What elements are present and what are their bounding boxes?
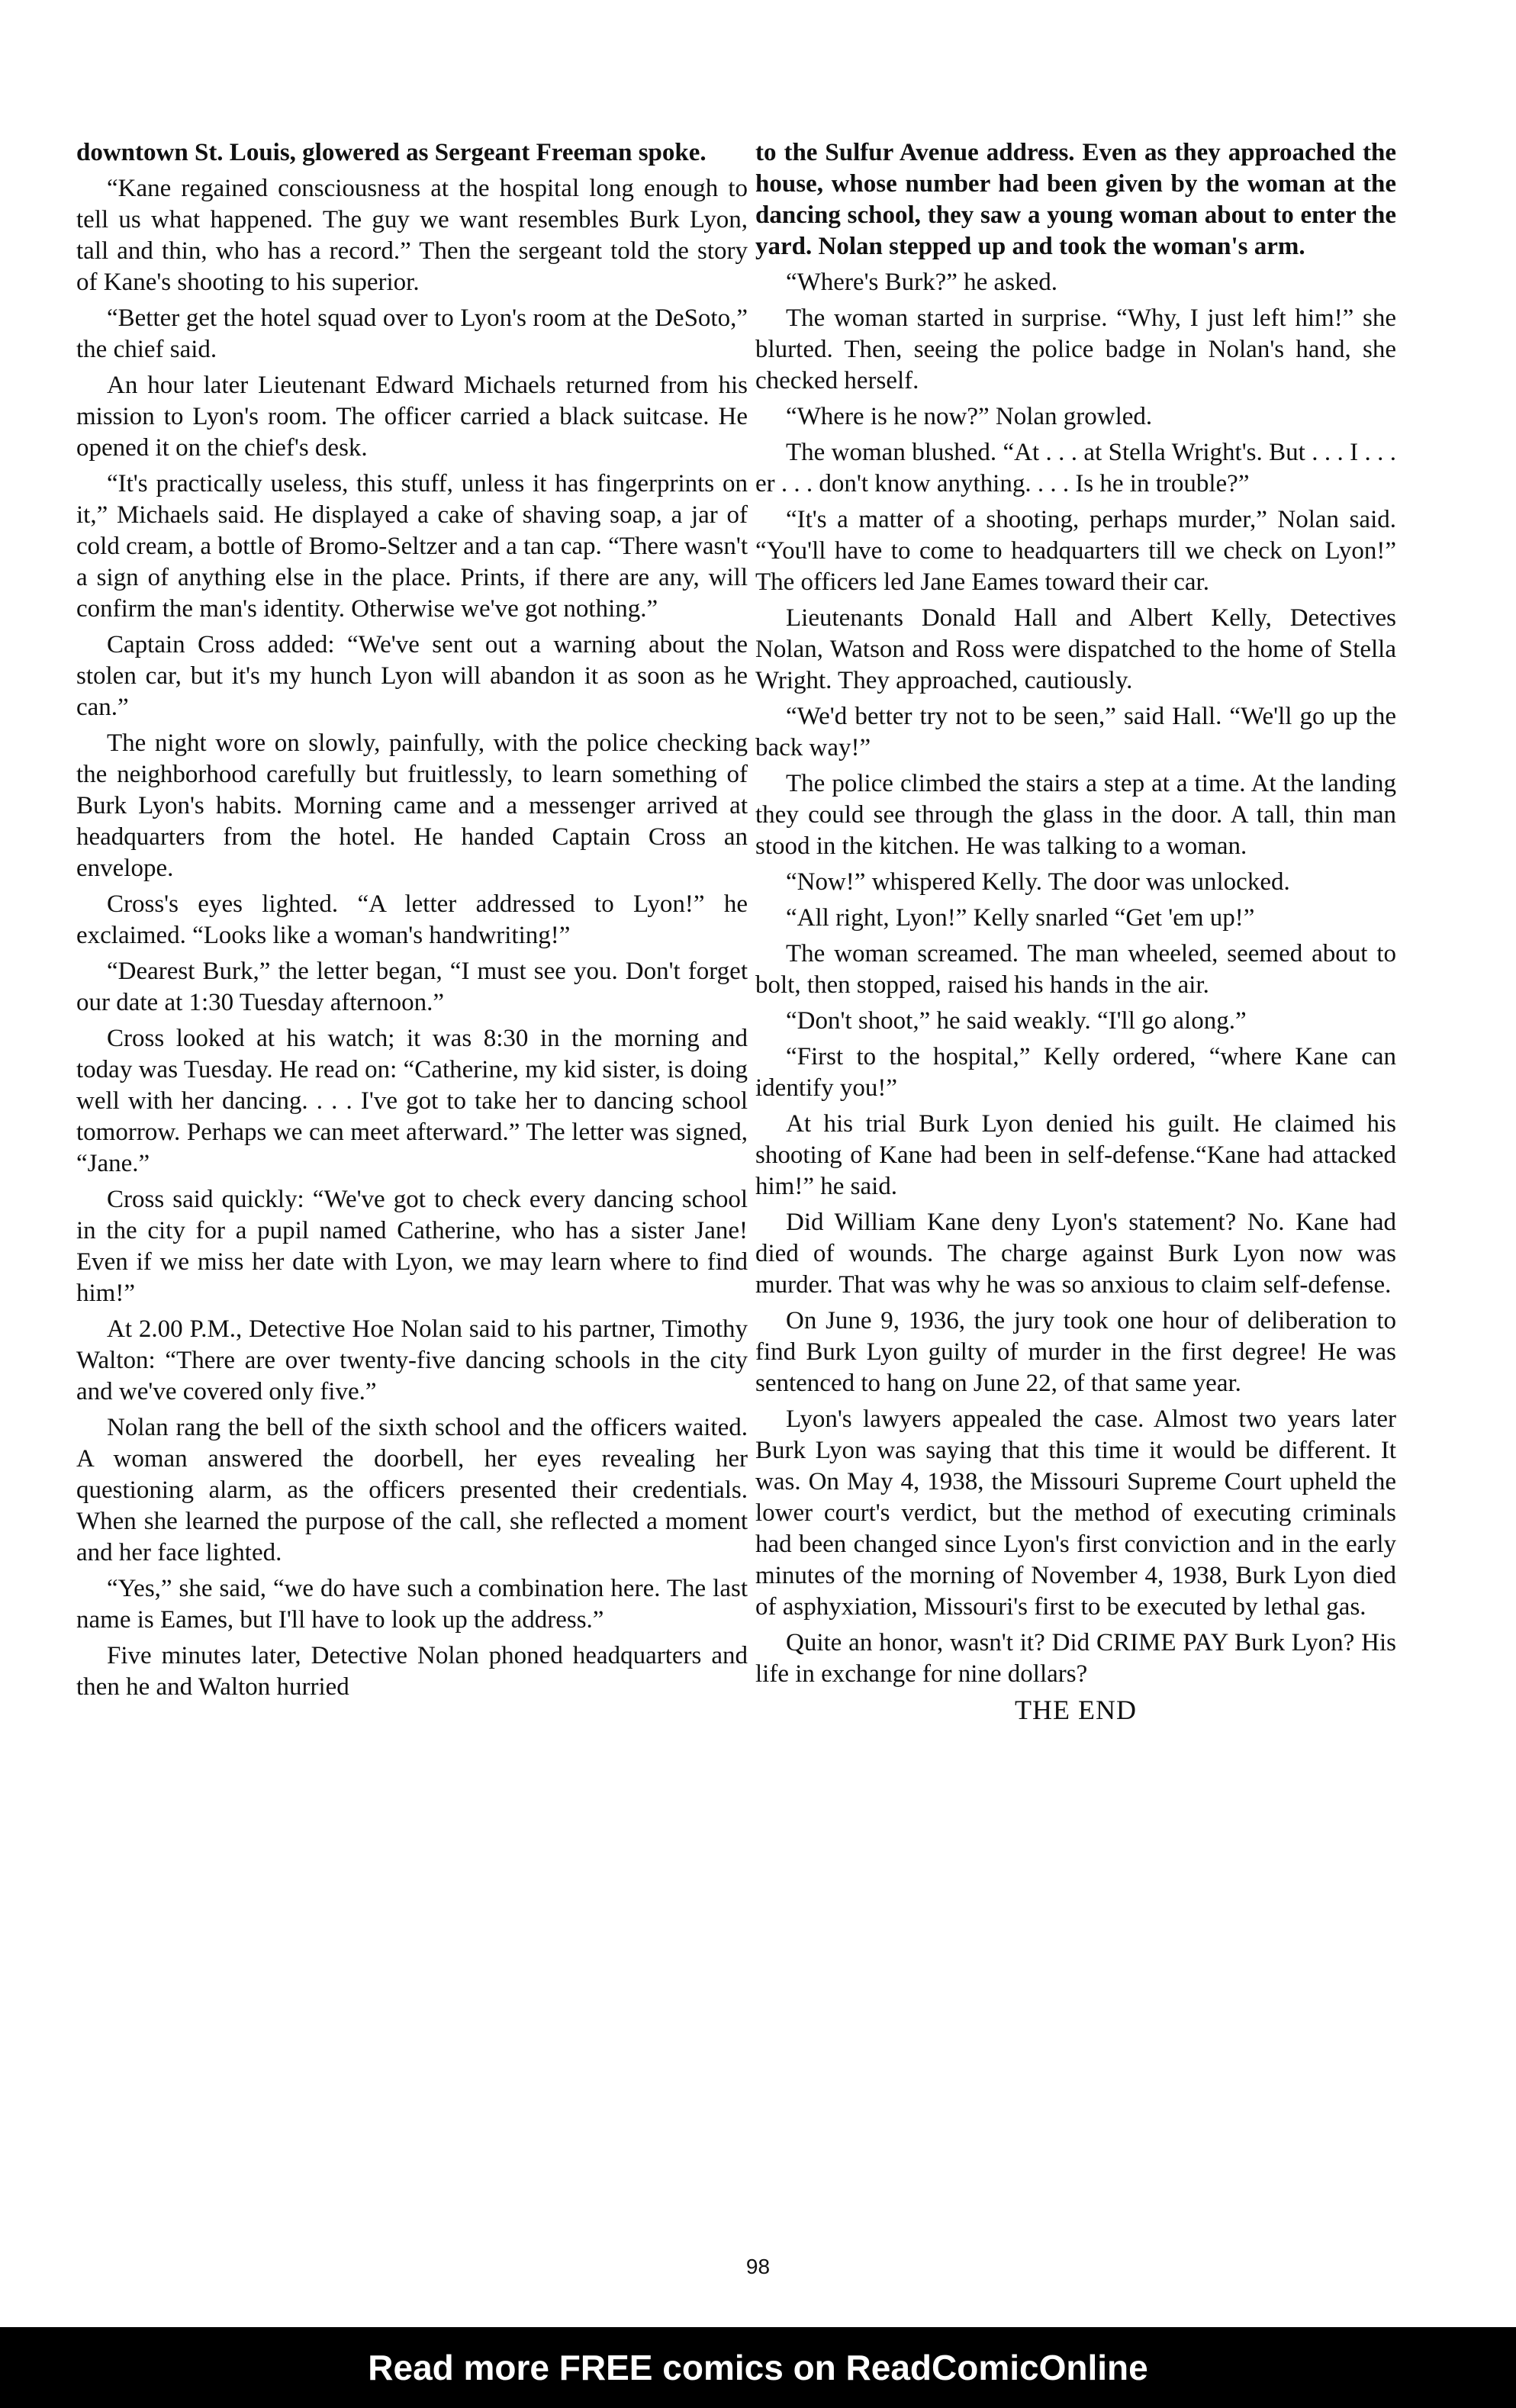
paragraph: “Better get the hotel squad over to Lyon's room at the DeSoto,” the chief said. bbox=[76, 304, 748, 363]
paragraph: Lieutenants Donald Hall and Albert Kelly, Detectives Nolan, Watson and Ross were dispatched to the home of Stella Wright. They approached, cautiously. bbox=[755, 604, 1396, 694]
paragraph: The woman blushed. “At . . . at Stella Wright's. But . . . I . . . er . . . don't know anything. . . . Is he in trouble?” bbox=[755, 439, 1396, 497]
promo-banner-text: Read more FREE comics on ReadComicOnline bbox=[368, 2348, 1148, 2387]
paragraph: Cross said quickly: “We've got to check every dancing school in the city for a pupil named Catherine, who has a sister Jane! Even if we miss her date with Lyon, we may learn where to find him!” bbox=[76, 1186, 748, 1307]
page-number: 98 bbox=[745, 2255, 771, 2278]
paragraph: downtown St. Louis, glowered as Sergeant Freeman spoke. bbox=[76, 139, 707, 166]
paragraph: The woman started in surprise. “Why, I just left him!” she blurted. Then, seeing the police badge in Nolan's hand, she checked herself. bbox=[755, 304, 1396, 394]
paragraph: “Dearest Burk,” the letter began, “I must see you. Don't forget our date at 1:30 Tuesday afternoon.” bbox=[76, 958, 748, 1016]
paragraph: “Yes,” she said, “we do have such a combination here. The last name is Eames, but I'll have to look up the address.” bbox=[76, 1575, 748, 1634]
paragraph: “Don't shoot,” he said weakly. “I'll go along.” bbox=[786, 1007, 1247, 1035]
promo-banner-link[interactable] bbox=[0, 2327, 1516, 2408]
paragraph: to the Sulfur Avenue address. Even as they approached the house, whose number had been given by the woman at the dancing school, they saw a young woman about to enter the yard. Nolan stepped up and took the woman's arm. bbox=[755, 139, 1396, 260]
paragraph: The night wore on slowly, painfully, with the police checking the neighborhood carefully but fruitlessly, to learn something of Burk Lyon's habits. Morning came and a messenger arrived at headquarters from the hotel. He handed Captain Cross an envelope. bbox=[76, 729, 748, 882]
paragraph: Lyon's lawyers appealed the case. Almost two years later Burk Lyon was saying that this time it would be different. It was. On May 4, 1938, the Missouri Supreme Court upheld the lower court's verdict, but the method of executing criminals had been changed since Lyon's first conviction and in the early minutes of the morning of November 4, 1938, Burk Lyon died of asphyxiation, Missouri's first to be executed by lethal gas. bbox=[755, 1405, 1396, 1621]
paragraph: Quite an honor, wasn't it? Did CRIME PAY Burk Lyon? His life in exchange for nine dollars? bbox=[755, 1629, 1396, 1688]
the-end-title: THE END bbox=[1015, 1695, 1137, 1725]
paragraph: At his trial Burk Lyon denied his guilt. He claimed his shooting of Kane had been in self-defense.“Kane had attacked him!” he said. bbox=[755, 1110, 1396, 1200]
left-text-column bbox=[76, 137, 748, 1708]
paragraph: “All right, Lyon!” Kelly snarled “Get 'em up!” bbox=[786, 904, 1255, 932]
paragraph: “Where's Burk?” he asked. bbox=[786, 269, 1057, 296]
paragraph: “We'd better try not to be seen,” said Hall. “We'll go up the back way!” bbox=[755, 703, 1396, 761]
paragraph: “Kane regained consciousness at the hospital long enough to tell us what happened. The guy we want resembles Burk Lyon, tall and thin, who has a record.” Then the sergeant told the story of Kane's shooting to his superior. bbox=[76, 175, 748, 296]
paragraph: “It's practically useless, this stuff, unless it has fingerprints on it,” Michaels said. He displayed a cake of shaving soap, a jar of cold cream, a bottle of Bromo-Seltzer and a tan cap. “There wasn't a sign of anything else in the place. Prints, if there are any, will confirm the man's identity. Otherwise we've got nothing.” bbox=[76, 470, 748, 623]
paragraph: An hour later Lieutenant Edward Michaels returned from his mission to Lyon's room. The officer carried a black suitcase. He opened it on the chief's desk. bbox=[76, 372, 748, 462]
paragraph: “Now!” whispered Kelly. The door was unlocked. bbox=[786, 868, 1290, 896]
paragraph: “First to the hospital,” Kelly ordered, “where Kane can identify you!” bbox=[755, 1043, 1396, 1102]
right-text-column bbox=[755, 137, 1396, 1730]
paragraph: Five minutes later, Detective Nolan phoned headquarters and then he and Walton hurried bbox=[76, 1642, 748, 1701]
paragraph: “Where is he now?” Nolan growled. bbox=[786, 403, 1153, 430]
paragraph: The woman screamed. The man wheeled, seemed about to bolt, then stopped, raised his hands in the air. bbox=[755, 940, 1396, 999]
paragraph: Did William Kane deny Lyon's statement? No. Kane had died of wounds. The charge against Burk Lyon now was murder. That was why he was so anxious to claim self-defense. bbox=[755, 1209, 1396, 1299]
paragraph: “It's a matter of a shooting, perhaps murder,” Nolan said. “You'll have to come to headquarters till we check on Lyon!” The officers led Jane Eames toward their car. bbox=[755, 506, 1396, 596]
paragraph: Captain Cross added: “We've sent out a warning about the stolen car, but it's my hunch Lyon will abandon it as soon as he can.” bbox=[76, 631, 748, 721]
paragraph: At 2.00 P.M., Detective Hoe Nolan said to his partner, Timothy Walton: “There are over twenty-five dancing schools in the city and we've covered only five.” bbox=[76, 1315, 748, 1405]
paragraph: The police climbed the stairs a step at a time. At the landing they could see through the glass in the door. A tall, thin man stood in the kitchen. He was talking to a woman. bbox=[755, 770, 1396, 860]
paragraph: Cross's eyes lighted. “A letter addressed to Lyon!” he exclaimed. “Looks like a woman's handwriting!” bbox=[76, 890, 748, 949]
paragraph: Nolan rang the bell of the sixth school and the officers waited. A woman answered the doorbell, her eyes revealing her questioning alarm, as the officers presented their credentials. When she learned the purpose of the call, she reflected a moment and her face lighted. bbox=[76, 1414, 748, 1566]
paragraph: Cross looked at his watch; it was 8:30 in the morning and today was Tuesday. He read on: “Catherine, my kid sister, is doing well with her dancing. . . . I've got to take her to dancing school tomorrow. Perhaps we can meet afterward.” The letter was signed, “Jane.” bbox=[76, 1025, 748, 1177]
paragraph: On June 9, 1936, the jury took one hour of deliberation to find Burk Lyon guilty of murder in the first degree! He was sentenced to hang on June 22, of that same year. bbox=[755, 1307, 1396, 1397]
